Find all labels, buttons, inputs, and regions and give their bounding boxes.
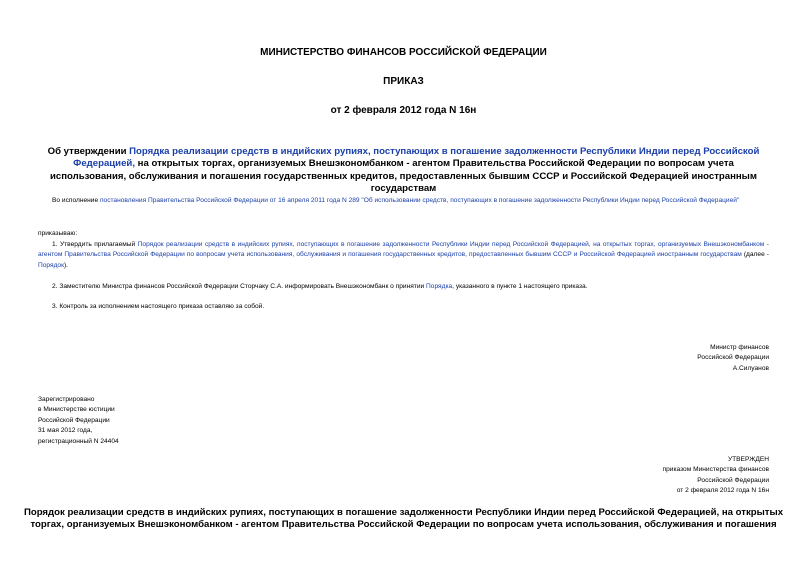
procedure-link-item-1[interactable]: Порядок реализации средств в индийских рупиях, поступающих в погашение задолженности Республики Индии перед Российской Федерацией, на открытых торгах, организуемых Внешэкономбанком - агентом Правительства Российской Федерации по вопросам учета использования, обслуживания и погашения государственных кредитов, предоставленных бывшим СССР и Российской Федерацией иностранным государствам xyxy=(38,241,769,259)
registration-block xyxy=(38,395,338,447)
document-subject xyxy=(36,146,771,195)
signature-country: Российской Федерации xyxy=(697,354,769,362)
approval-line-3: Российской Федерации xyxy=(697,476,769,484)
registration-line-5: регистрационный N 24404 xyxy=(38,437,119,445)
registration-line-2: в Министерстве юстиции xyxy=(38,406,115,414)
preamble-prefix: Во исполнение xyxy=(52,197,100,204)
procedure-link[interactable]: Порядка реализации средств в индийских рупиях, поступающих в погашение задолженности Республики Индии перед Российской Федерацией, xyxy=(73,146,760,170)
signature-name: А.Силуанов xyxy=(732,364,769,372)
item-1-prefix: 1. Утвердить прилагаемый xyxy=(52,241,138,248)
minister-signature xyxy=(500,343,769,374)
procedure-link-item-2[interactable]: Порядка xyxy=(426,283,453,290)
item-2-end: , указанного в пункте 1 настоящего приказа. xyxy=(452,283,588,290)
item-2-paragraph xyxy=(52,282,769,292)
appendix-title-line-1: Порядок реализации средств в индийских рупиях, поступающих в погашение задолженности Республики Индии перед Российской Федерацией, на открытых xyxy=(23,507,784,518)
item-1-mid: (далее - xyxy=(741,251,769,259)
subject-prefix: Об утверждении xyxy=(47,146,130,157)
registration-line-4: 31 мая 2012 года, xyxy=(38,427,93,435)
item-1-paragraph xyxy=(38,240,769,271)
appendix-title xyxy=(0,507,807,532)
approval-line-4: от 2 февраля 2012 года N 16н xyxy=(676,487,769,495)
item-1-end: ). xyxy=(63,261,69,269)
approval-line-1: УТВЕРЖДЕН xyxy=(727,456,769,463)
subject-rest: на открытых торгах, организуемых Внешэкономбанком - агентом Правительства Российской Федерации по вопросам учета использования, обслуживания и погашения государственных кредитов, предоставленных бывшим СССР и Российской Федерацией иностранным государствам xyxy=(50,158,757,194)
appendix-title-line-2: торгах, организуемых Внешэкономбанком - агентом Правительства Российской Федерации по вопросам учета использования, обслуживания и погашения xyxy=(30,519,777,531)
procedure-short-link[interactable]: Порядок xyxy=(38,261,64,269)
item-2-prefix: 2. Заместителю Министра финансов Российской Федерации Сторчаку С.А. информировать Внешэкономбанк о принятии xyxy=(52,283,427,290)
ministry-heading: МИНИСТЕРСТВО ФИНАНСОВ РОССИЙСКОЙ ФЕДЕРАЦИИ xyxy=(260,47,547,58)
document-type: ПРИКАЗ xyxy=(383,76,424,87)
document-date-number: от 2 февраля 2012 года N 16н xyxy=(330,105,477,116)
approval-line-2: приказом Министерства финансов xyxy=(662,466,769,474)
resolution-link[interactable]: постановления Правительства Российской Федерации от 16 апреля 2011 года N 289 "Об использовании средств, поступающих в погашение задолженности Республики Индии перед Российской Федерацией" xyxy=(99,197,740,204)
item-3-paragraph: 3. Контроль за исполнением настоящего приказа оставляю за собой. xyxy=(52,303,265,310)
order-word: приказываю: xyxy=(38,230,78,237)
signature-position: Министр финансов xyxy=(710,344,769,351)
registration-line-3: Российской Федерации xyxy=(38,416,110,424)
approval-block xyxy=(500,455,769,497)
registration-line-1: Зарегистрировано xyxy=(38,396,95,403)
preamble-paragraph xyxy=(38,196,769,206)
